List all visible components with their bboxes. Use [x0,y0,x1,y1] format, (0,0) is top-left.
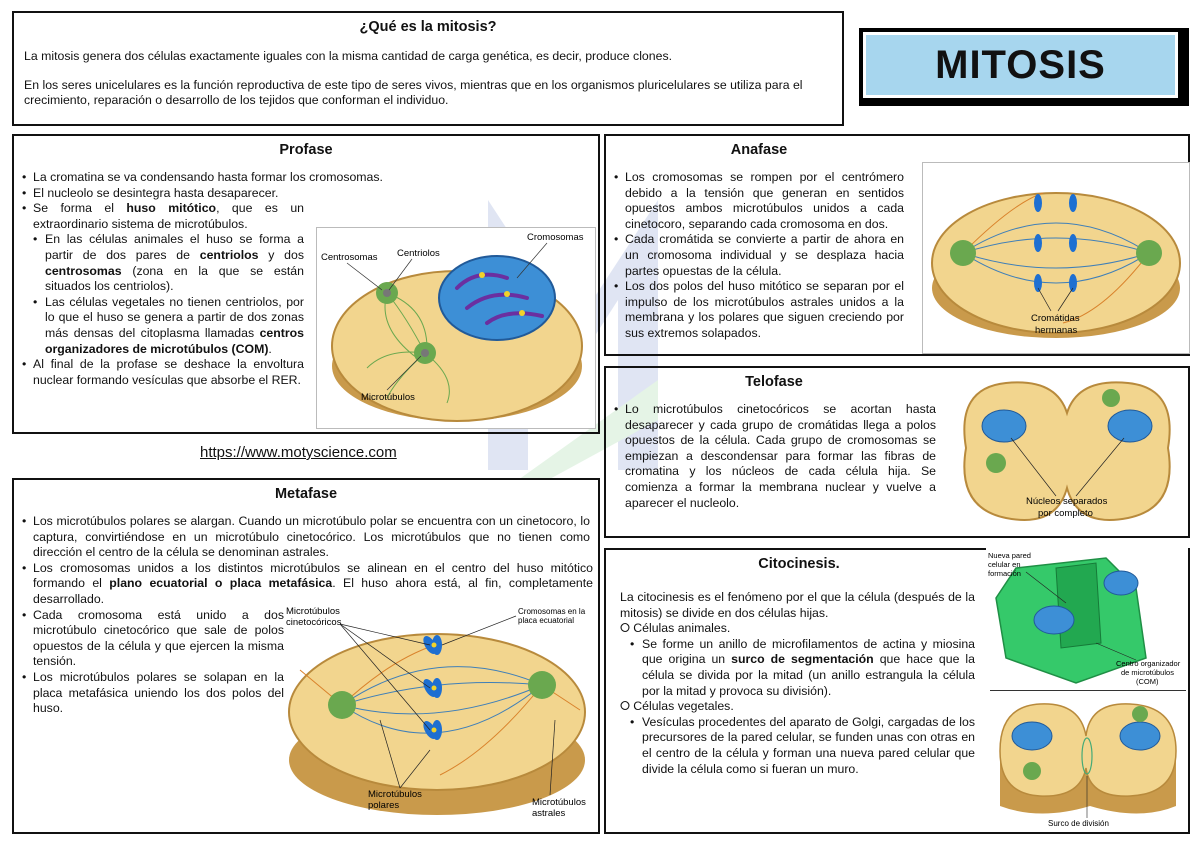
label-astrales-1: Microtúbulos [532,797,586,808]
label-placa-1: Cromosomas en la [518,607,586,616]
label-microtubulos: Microtúbulos [361,392,415,403]
label-polares-2: polares [368,800,400,811]
vegetales-heading: ⭘ Células vegetales. [620,699,734,714]
label-cromatidas-1: Cromátidas [1031,313,1080,324]
label-pared-2: celular en [988,560,1021,569]
mitosis-banner-inner [863,32,1178,98]
citocinesis-figure-plant [986,548,1188,688]
circle-bullet-icon: ⭘ [620,621,634,636]
metafase-bullet-1: • Los microtúbulos polares se alargan. Cuando un microtúbulo polar se encuentra con un cinetocoro, lo captura, convirtiéndose en un microtúbulo cinetocórico. Los microtúbulos que no tienen como dirección el centro de la célula se denominan astrales. [22,514,590,561]
animales-bullet-1: • Se forme un anillo de microfilamentos de actina y miosina que origina un surco de segmentación que hace que la célula se divida por la mitad (un anillo estrangula la célula por la mitad y provoca su división). [630,637,975,699]
telofase-bullet-1: • Lo microtúbulos cinetocóricos se acortan hasta desaparecer y cada grupo de cromátidas llega a polos opuestos de la célula. Cada grupo de cromosomas se empiezan a descondensar para formar las fibras de cromatina y los núcleos de cada célula hija. Se comienza a formar la membrana nuclear y vuelve a aparecer el nucleolo. [614,402,936,511]
profase-bullet-3: • Se forma el huso mitótico, que es un extraordinario sistema de microtúbulos. • En las células animales el huso se forma a partir de dos pares de centriolos y dos centrosomas (zona en la que se están situados los centriolos). • Las células vegetales no tienen centriolos, por lo que el huso se genera a partir de dos zonas más densas del citoplasma llamadas centros organizadores de microtúbulos (COM). [22,201,304,357]
anafase-bullet-1: • Los cromosomas se rompen por el centrómero debido a la tensión que generan en sentidos opuestos ambos microtúbulos unidos a cada cinetocoro, separando cada cromosoma en dos. [614,170,904,232]
profase-title: Profase [279,142,333,158]
anafase-bullet-3: • Los dos polos del huso mitótico se separan por el impulso de los microtúbulos astrales unidos a la membrana y los polares que siguen creciendo por sus extremos solapados. [614,279,904,341]
label-surco: Surco de división [1048,819,1109,828]
label-cromosomas: Cromosomas [527,232,584,243]
vegetales-bullet-1: • Vesículas procedentes del aparato de Golgi, cargadas de los precursores de la pared celular, se funden unas con otras en el centro de la célula y forman una nueva pared celular que divide la célula como si fueran un muro. [630,715,975,777]
label-polares-1: Microtúbulos [368,789,422,800]
label-centriolos: Centriolos [397,248,440,259]
citocinesis-title: Citocinesis. [758,556,840,572]
animales-heading: ⭘ Células animales. [620,621,731,636]
profase-bullet-4: • Al final de la profase se deshace la envoltura nuclear formando vesículas que absorbe el RER. [22,357,304,388]
anafase-figure [922,162,1190,354]
label-nucleos-1: Núcleos separados [1026,496,1108,507]
label-astrales-2: astrales [532,808,566,819]
circle-bullet-icon: ⭘ [620,699,634,714]
label-cromatidas-2: hermanas [1035,325,1078,336]
mitosis-title: MITOSIS [935,42,1106,87]
label-com-2: de microtúbulos [1121,668,1174,677]
citocinesis-intro: La citocinesis es el fenómeno por el que la célula (después de la mitosis) se divide en dos células hijas. [620,590,975,620]
citocinesis-figure-animal [990,696,1186,830]
metafase-bullet-3: • Cada cromosoma está unido a dos microtúbulo cinetocórico que sale de polos opuestos de la célula y que ejercen la misma tensión. [22,608,284,670]
intro-paragraph-1: La mitosis genera dos células exactamente iguales con la misma cantidad de carga genética, es decir, produce clones. [24,49,673,63]
label-nucleos-2: por completo [1038,508,1093,519]
profase-sub-1: • En las células animales el huso se forma a partir de dos pares de centriolos y dos centrosomas (zona en la que se están situados los centriolos). [33,232,304,294]
label-com-1: Centro organizador [1116,659,1181,668]
metafase-title: Metafase [274,486,338,502]
profase-bullet-1: • La cromatina se va condensando hasta formar los cromosomas. [22,170,590,186]
label-pared-3: formación [988,569,1021,578]
profase-sub-2: • Las células vegetales no tienen centriolos, por lo que el huso se genera a partir de dos zonas más densas del citoplasma llamadas centros organizadores de microtúbulos (COM). [33,295,304,357]
label-pared-1: Nueva pared [988,551,1031,560]
label-cinetocoricos-1: Microtúbulos [286,606,340,617]
intro-section [12,11,844,126]
anafase-title: Anafase [730,142,788,158]
intro-title: ¿Qué es la mitosis? [359,19,497,35]
nucleus [439,256,555,340]
label-cinetocoricos-2: cinetocóricos [286,617,342,628]
anafase-bullet-2: • Cada cromátida se convierte a partir de ahora en un cromosoma individual y se desplaza hacia partes opuestas de la célula. [614,232,904,279]
telofase-figure [946,368,1188,536]
label-placa-2: placa ecuatorial [518,616,575,625]
metafase-bullet-2: • Los cromosomas unidos a los distintos microtúbulos se alinean en el centro del huso mitótico formando el plano ecuatorial o placa metafásica. El huso ahora está, al fin, completamente desarrollado. [22,561,593,608]
metafase-figure [280,600,594,828]
metafase-bullet-4: • Los microtúbulos polares se solapan en la placa metafásica uniendo los dos polos del huso. [22,670,284,717]
telofase-title: Telofase [745,374,803,390]
label-centrosomas: Centrosomas [321,252,378,263]
citocinesis-divider [990,690,1186,691]
label-com-3: (COM) [1136,677,1159,686]
website-link[interactable]: https://www.motyscience.com [200,444,397,461]
profase-bullet-2: • El nucleolo se desintegra hasta desaparecer. [22,186,590,202]
profase-figure [316,227,596,429]
intro-paragraph-2: En los seres unicelulares es la función reproductiva de este tipo de seres vivos, mientras que en los organismos pluricelulares se utiliza para el crecimiento, reparación o desarrollo de los tejidos que conforman el individuo. [24,77,803,108]
